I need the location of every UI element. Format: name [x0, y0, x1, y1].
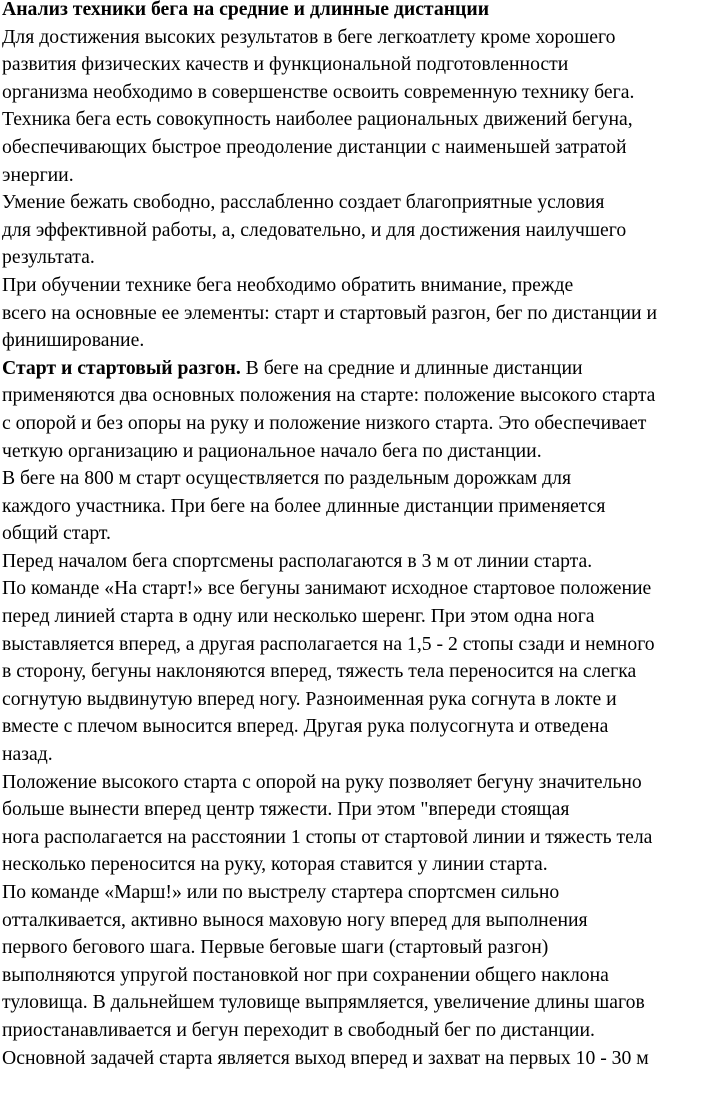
text-line: выполняются упругой постановкой ног при сохранении общего наклона — [2, 963, 609, 986]
text-line: каждого участника. При беге на более длинные дистанции применяется — [2, 494, 606, 517]
text-line: в сторону, бегуны наклоняются вперед, тяжесть тела переносится на слегка — [2, 660, 637, 683]
text-line: применяются два основных положения на старте: положение высокого старта — [2, 384, 656, 407]
text-line: согнутую выдвинутую вперед ногу. Разноименная рука согнута в локте и — [2, 687, 617, 710]
text-line: больше вынести вперед центр тяжести. При этом "впереди стоящая — [2, 798, 570, 821]
text-line: нога располагается на расстоянии 1 стопы от стартовой линии и тяжесть тела — [2, 825, 653, 848]
text-line: Умение бежать свободно, расслабленно создает благоприятные условия — [2, 191, 605, 214]
text-line: Для достижения высоких результатов в беге легкоатлету кроме хорошего — [2, 25, 616, 48]
text-line: назад. — [2, 743, 53, 766]
text-line: развития физических качеств и функциональной подготовленности — [2, 53, 569, 76]
text-line: Перед началом бега спортсмены располагаются в 3 м от линии старта. — [2, 549, 593, 572]
text-line: для эффективной работы, а, следовательно, и для достижения наилучшего — [2, 218, 627, 241]
text-line: с опорой и без опоры на руку и положение низкого старта. Это обеспечивает — [2, 411, 647, 434]
text-line: Основной задачей старта является выход вперед и захват на первых 10 - 30 м — [2, 1046, 649, 1069]
text-line: По команде «Марш!» или по выстрелу стартера спортсмен сильно — [2, 881, 560, 903]
text-line: приостанавливается и бегун переходит в свободный бег по дистанции. — [2, 1018, 595, 1041]
section-text — [2, 382, 704, 1072]
intro-text — [2, 24, 704, 355]
document-title: Анализ техники бега на средние и длинные дистанции — [2, 0, 490, 20]
text-line: Техника бега есть совокупность наиболее рациональных движений бегуна, — [2, 108, 633, 131]
text-line: первого бегового шага. Первые беговые шаги (стартовый разгон) — [2, 936, 549, 959]
text-line: четкую организацию и рациональное начало бега по дистанции. — [2, 439, 542, 462]
text-line: всего на основные ее элементы: старт и стартовый разгон, бег по дистанции и — [2, 301, 658, 324]
text-line: финиширование. — [2, 329, 145, 352]
section-heading-line — [2, 355, 704, 383]
text-line: энергии. — [2, 163, 74, 186]
text-line: организма необходимо в совершенстве освоить современную технику бега. — [2, 80, 635, 103]
text-line: результата. — [2, 246, 95, 269]
text-line: общий старт. — [2, 522, 111, 545]
text-line: отталкивается, активно вынося маховую ногу вперед для выполнения — [2, 908, 588, 931]
text-line: По команде «На старт!» все бегуны занимают исходное стартовое положение — [2, 577, 652, 600]
text-line: Положение высокого старта с опорой на руку позволяет бегуну значительно — [2, 770, 642, 793]
text-line: несколько переносится на руку, которая ставится у линии старта. — [2, 853, 548, 876]
document-page — [2, 0, 704, 1072]
text-line: туловища. В дальнейшем туловище выпрямляется, увеличение длины шагов — [2, 991, 645, 1014]
text-line: вместе с плечом выносится вперед. Другая рука полусогнута и отведена — [2, 715, 609, 738]
section-heading-rest: В беге на средние и длинные дистанции — [240, 356, 583, 379]
text-line: выставляется вперед, а другая располагается на 1,5 - 2 стопы сзади и немного — [2, 632, 655, 655]
section-heading: Старт и стартовый разгон. — [2, 356, 241, 379]
text-line: перед линией старта в одну или несколько шеренг. При этом одна нога — [2, 605, 595, 628]
text-line: обеспечивающих быстрое преодоление дистанции с наименьшей затратой — [2, 135, 627, 158]
text-line: В беге на 800 м старт осуществляется по раздельным дорожкам для — [2, 467, 572, 490]
text-line: При обучении технике бега необходимо обратить внимание, прежде — [2, 273, 574, 296]
